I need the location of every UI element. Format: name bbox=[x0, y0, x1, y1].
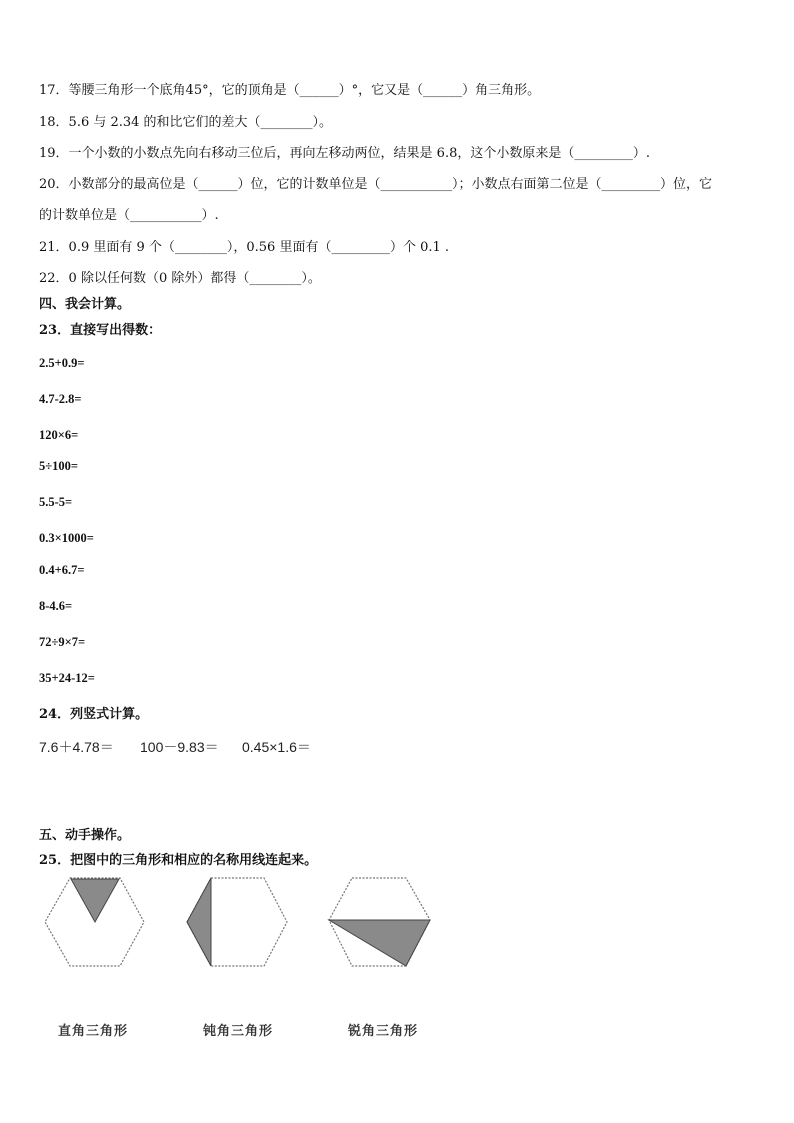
question-20-line-2: 的计数单位是（___________）. bbox=[39, 208, 219, 223]
question-23: 23．直接写出得数： bbox=[39, 323, 162, 338]
obtuse-triangle-shape bbox=[187, 878, 211, 966]
label-acute-triangle: 锐角三角形 bbox=[348, 1024, 419, 1039]
vertical-calc-2: 100－9.83＝ bbox=[140, 739, 219, 755]
label-right-triangle: 直角三角形 bbox=[58, 1024, 129, 1039]
right-triangle-shape bbox=[71, 879, 119, 922]
hexagon-right-triangle-figure bbox=[40, 874, 148, 970]
question-20-line-1: 20．小数部分的最高位是（______）位，它的计数单位是（___________）；小数点右面第二位是（_________）位，它 bbox=[39, 177, 713, 192]
calc-item: 72÷9×7= bbox=[39, 635, 86, 649]
question-22: 22．0 除以任何数（0 除外）都得（________）。 bbox=[39, 271, 321, 286]
label-obtuse-triangle: 钝角三角形 bbox=[203, 1024, 274, 1039]
section-5-title: 五、动手操作。 bbox=[39, 828, 131, 843]
calc-item: 8-4.6= bbox=[39, 599, 73, 613]
question-17: 17．等腰三角形一个底角45°，它的顶角是（______）°，它又是（______）角三角形。 bbox=[39, 83, 541, 98]
calc-item: 2.5+0.9= bbox=[39, 356, 85, 370]
calc-item: 5.5-5= bbox=[39, 495, 73, 509]
hexagon-acute-triangle-figure bbox=[326, 874, 434, 970]
section-4-title: 四、我会计算。 bbox=[39, 297, 131, 312]
calc-item: 5÷100= bbox=[39, 459, 78, 473]
question-24: 24．列竖式计算。 bbox=[39, 707, 149, 722]
calc-item: 4.7-2.8= bbox=[39, 392, 82, 406]
question-19: 19．一个小数的小数点先向右移动三位后，再向左移动两位，结果是 6.8，这个小数原来是（_________）. bbox=[39, 146, 650, 161]
hexagon-obtuse-triangle-figure bbox=[184, 874, 292, 970]
vertical-calc-3: 0.45×1.6＝ bbox=[242, 739, 311, 755]
acute-triangle-shape bbox=[329, 920, 430, 966]
question-25: 25．把图中的三角形和相应的名称用线连起来。 bbox=[39, 853, 318, 868]
calc-item: 0.4+6.7= bbox=[39, 563, 85, 577]
vertical-calc-1: 7.6＋4.78＝ bbox=[39, 739, 114, 755]
calc-item: 35+24-12= bbox=[39, 671, 95, 685]
question-21: 21．0.9 里面有 9 个（________），0.56 里面有（_________）个 0.1 . bbox=[39, 240, 450, 255]
calc-item: 120×6= bbox=[39, 428, 79, 442]
question-18: 18．5.6 与 2.34 的和比它们的差大（________）。 bbox=[39, 115, 333, 130]
calc-item: 0.3×1000= bbox=[39, 531, 94, 545]
